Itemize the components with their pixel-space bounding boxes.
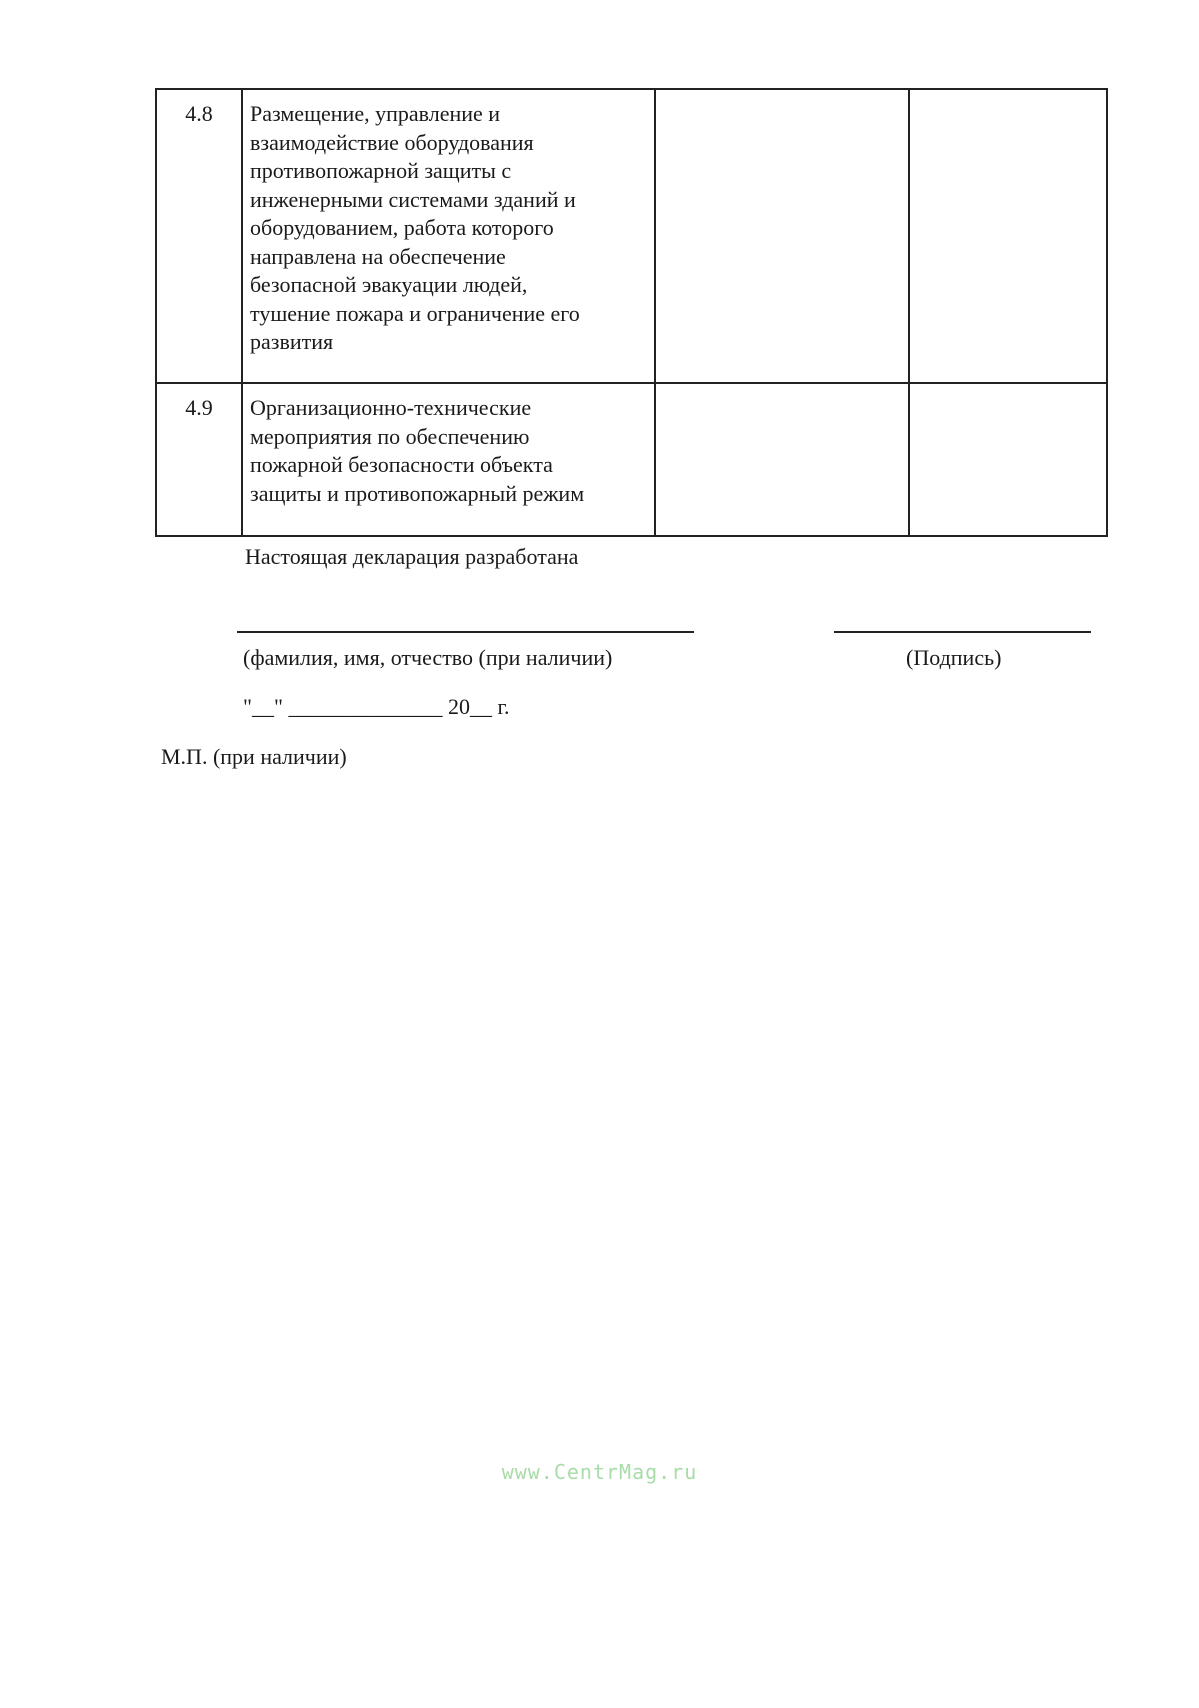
row-description-line: защиты и противопожарный режим (250, 480, 585, 506)
watermark: www.CentrMag.ru (501, 1460, 698, 1484)
row-description-line: оборудованием, работа которого (250, 215, 554, 240)
row-number: 4.9 (156, 383, 242, 536)
empty-cell (909, 89, 1107, 383)
row-description-line: Размещение, управление и (250, 101, 501, 126)
row-description-line: мероприятия по обеспечению (250, 423, 530, 449)
row-description-line: пожарной безопасности объекта (250, 452, 553, 477)
row-description-line: тушение пожара и ограничение его (250, 300, 580, 326)
fio-caption: (фамилия, имя, отчество (при наличии) (243, 645, 613, 670)
date-line: "__" ______________ 20__ г. (243, 694, 510, 719)
row-description-line: Организационно-технические (250, 395, 532, 420)
row-description-line: направлена на обеспечение (250, 243, 506, 269)
signature-caption: (Подпись) (906, 645, 1002, 670)
declaration-table (155, 88, 1108, 537)
empty-cell (909, 383, 1107, 536)
table-row (156, 89, 1107, 383)
row-description-line: развития (250, 329, 334, 354)
signature-blank-line (834, 631, 1091, 633)
row-description-line: инженерными системами зданий и (250, 186, 576, 212)
row-description (242, 89, 655, 383)
table-row (156, 383, 1107, 536)
row-description-line: безопасной эвакуации людей, (250, 272, 528, 297)
empty-cell (655, 89, 909, 383)
row-description-line: взаимодействие оборудования (250, 129, 534, 155)
empty-cell (655, 383, 909, 536)
row-description-line: противопожарной защиты с (250, 158, 512, 183)
fio-blank-line (237, 631, 694, 633)
developed-label: Настоящая декларация разработана (245, 544, 579, 569)
row-description (242, 383, 655, 536)
stamp-label: М.П. (при наличии) (161, 744, 347, 769)
row-number: 4.8 (156, 89, 242, 383)
